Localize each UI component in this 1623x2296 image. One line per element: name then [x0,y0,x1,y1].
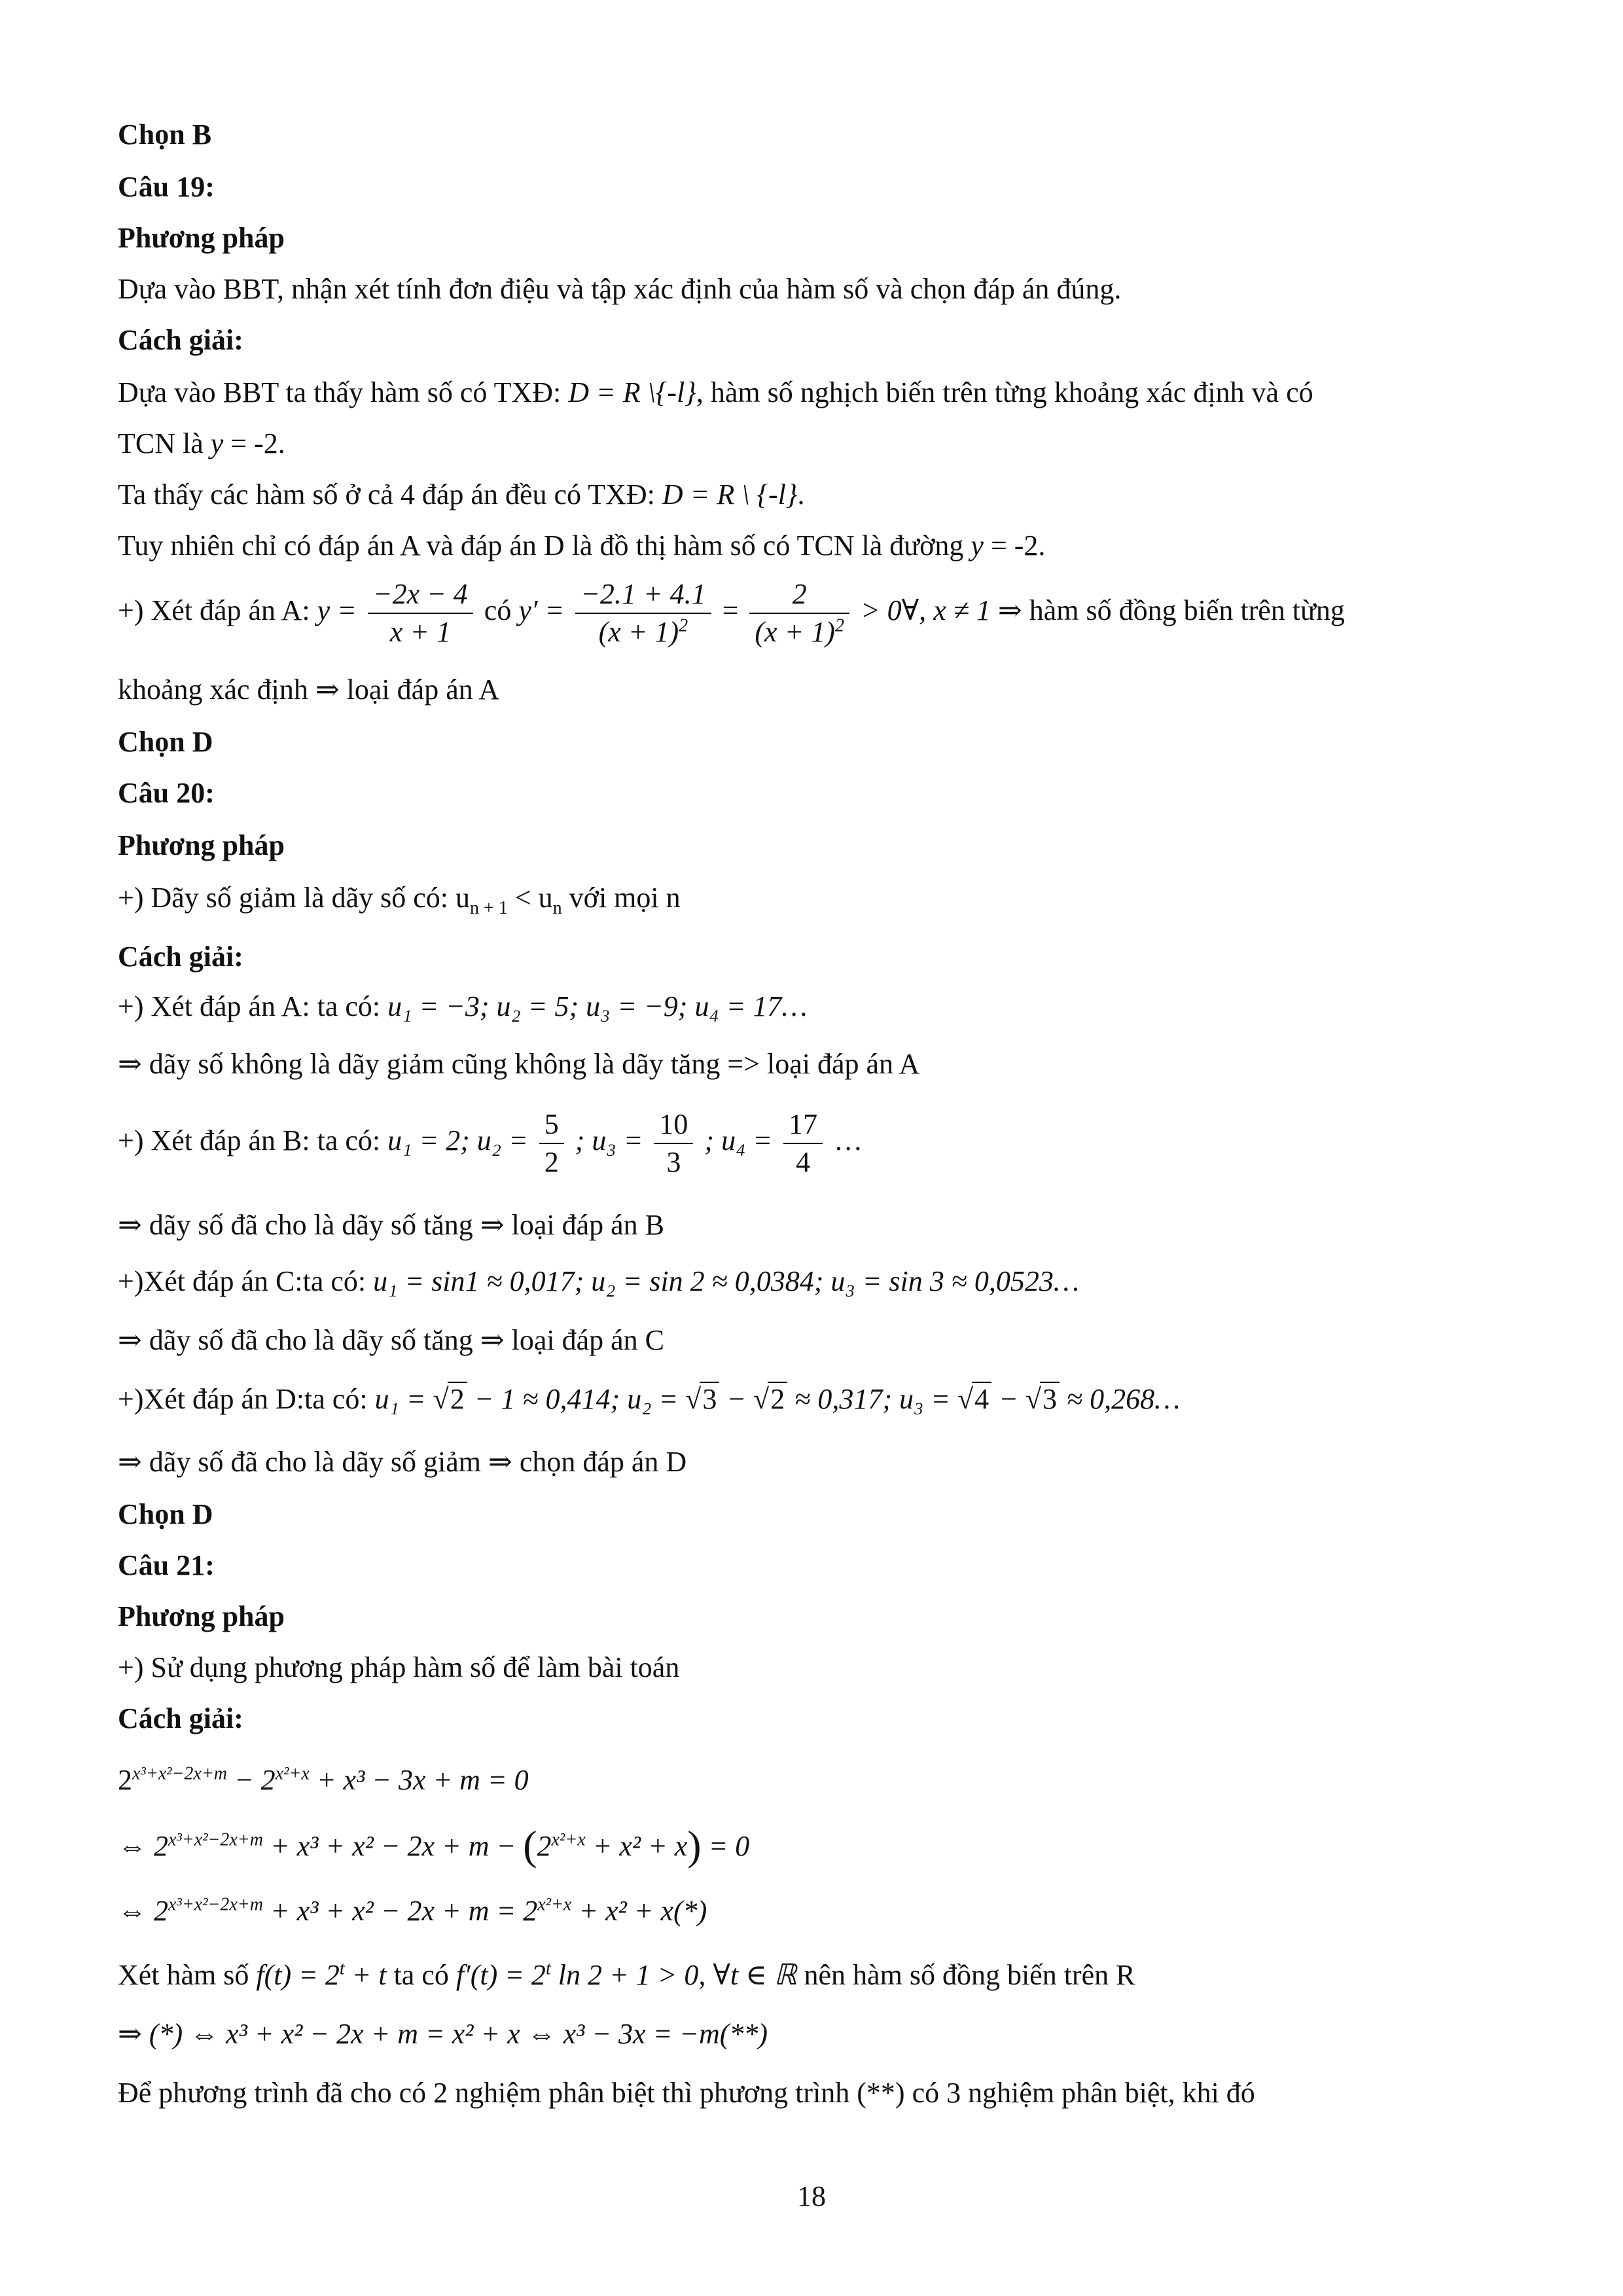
q20-solution-heading: Cách giải: [118,941,243,973]
page-number: 18 [797,2180,826,2212]
q20-method-text: +) Dãy số giảm là dãy số có: $u_{n + 1} < u_n$ với mọi n [118,882,681,918]
q20-method-heading: Phương pháp [118,829,285,861]
q19-line-2: TCN là y = -2. [118,427,285,459]
q19-line-4: Tuy nhiên chỉ có đáp án A và đáp án D là đồ thị hàm số có TCN là đường y = -2. [118,529,1046,562]
q21-equation-3: ⇔ $2^{x^3+x^2-2x+m} + x^3 + x^2 - 2x + m = 2^{x^2+x} + x^2 + x(*)$ [118,1894,707,1927]
fraction: $\frac{10}{3}$ [654,1106,693,1181]
q20-option-a: +) Xét đáp án A: ta có: u₁ = −3; u₂ = 5; u₃ = −9; u₄ = 17… [118,990,808,1022]
q20-option-a-result: ⇒ dãy số không là dãy giảm cũng không là dãy tăng => loại đáp án A [118,1048,920,1080]
q20-option-c-result: ⇒ dãy số đã cho là dãy số tăng ⇒ loại đáp án C [118,1324,664,1356]
q20-option-b-result: ⇒ dãy số đã cho là dãy số tăng ⇒ loại đáp án B [118,1209,664,1241]
q19-solution-heading: Cách giải: [118,324,243,356]
q21-function-line: Xét hàm số $f(t) = 2^t + t$ ta có $f'(t) = 2^t$ ln 2 + 1 > 0, ∀t ∈ ℝ nên hàm số đồng biến trên R [118,1958,1135,1991]
q20-option-d: +)Xét đáp án D:ta có: u₁ = √2 − 1 ≈ 0,414; u₂ = √3 − √2 ≈ 0,317; u₃ = √4 − √3 ≈ 0,268… [118,1383,1181,1415]
q20-option-b: +) Xét đáp án B: ta có: u₁ = 2; u₂ = $\frac{5}{2}$ ; u₃ = $\frac{10}{3}$ ; u₄ = $\frac{17}{4}$ … [118,1106,863,1181]
fraction: $\frac{-2x - 4}{x + 1}$ [368,576,473,651]
q21-title: Câu 21: [118,1549,215,1581]
q21-conclusion-line: Để phương trình đã cho có 2 nghiệm phân biệt thì phương trình (**) có 3 nghiệm phân biệt, khi đó [118,2077,1255,2109]
q18-answer: Chọn B [118,118,212,151]
q20-option-d-result: ⇒ dãy số đã cho là dãy số giảm ⇒ chọn đáp án D [118,1446,687,1478]
q20-title: Câu 20: [118,777,215,809]
q19-line-1: Dựa vào BBT ta thấy hàm số có TXĐ: D = R \{-l}, hàm số nghịch biến trên từng khoảng xác định và có [118,376,1313,408]
q19-line-6: khoảng xác định ⇒ loại đáp án A [118,673,500,706]
q19-title: Câu 19: [118,171,215,203]
fraction: $\frac{2}{(x + 1)^2}$ [749,576,849,651]
q21-equation-1: $2^{x^3+x^2-2x+m} - 2^{x^2+x} + x^3 - 3x + m = 0$ [118,1763,529,1796]
q19-answer: Chọn D [118,726,213,758]
fraction: $\frac{17}{4}$ [783,1106,823,1181]
q21-method-heading: Phương pháp [118,1600,285,1632]
q19-line-5-derivative: +) Xét đáp án A: y = $\frac{-2x - 4}{x + 1}$ có y′ = $\frac{-2.1 + 4.1}{(x + 1)^2}$ = $\frac{2}{(x + 1)^2}$ > 0∀, x ≠ 1 ⇒ hàm số đồng biến trên từng [118,576,1345,651]
q19-method-heading: Phương pháp [118,222,285,254]
q19-line-3: Ta thấy các hàm số ở cả 4 đáp án đều có TXĐ: D = R \ {-l}. [118,478,805,511]
q21-equation-2: ⇔ $2^{x^3+x^2-2x+m} + x^3 + x^2 - 2x + m - (2^{x^2+x} + x^2 + x) = 0$ [118,1822,750,1869]
q20-answer: Chọn D [118,1498,213,1530]
fraction: $\frac{-2.1 + 4.1}{(x + 1)^2}$ [575,576,711,651]
fraction: $\frac{5}{2}$ [539,1106,564,1181]
q21-equivalence-line: ⇒ (*) ⇔ x³ + x² − 2x + m = x² + x ⇔ x³ − 3x = −m(**) [118,2018,768,2050]
q21-solution-heading: Cách giải: [118,1702,243,1734]
q21-method-text: +) Sử dụng phương pháp hàm số để làm bài toán [118,1651,680,1683]
q20-option-c: +)Xét đáp án C:ta có: u₁ = sin1 ≈ 0,017; u₂ = sin 2 ≈ 0,0384; u₃ = sin 3 ≈ 0,0523… [118,1265,1080,1297]
q19-method-text: Dựa vào BBT, nhận xét tính đơn điệu và tập xác định của hàm số và chọn đáp án đúng. [118,273,1122,305]
